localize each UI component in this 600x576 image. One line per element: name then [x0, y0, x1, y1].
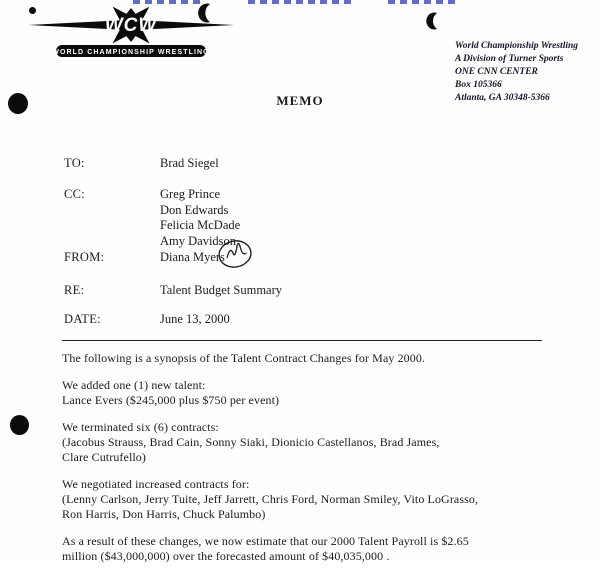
cut-off-header-artifact [248, 0, 352, 4]
logo-banner-text: WORLD CHAMPIONSHIP WRESTLING [52, 49, 210, 56]
body-line: Clare Cutrufello) [62, 450, 147, 464]
field-date-value: June 13, 2000 [160, 312, 230, 326]
body-line: (Lenny Carlson, Jerry Tuite, Jeff Jarrett, Chris Ford, Norman Smiley, Vito LoGrasso, [62, 492, 479, 506]
body-line: Lance Evers ($245,000 plus $750 per event) [62, 393, 280, 407]
divider-rule [62, 340, 542, 341]
field-to-value: Brad Siegel [160, 156, 219, 170]
body-line: The following is a synopsis of the Talent Contract Changes for May 2000. [62, 351, 426, 365]
field-date-label: DATE: [64, 312, 101, 326]
memo-body [62, 351, 572, 576]
field-from-value: Diana Myers [160, 250, 225, 264]
paragraph-terminated-contracts [62, 420, 572, 465]
field-from [64, 250, 225, 265]
address-line: Box 105366 [455, 80, 502, 90]
field-to-label: TO: [64, 156, 85, 170]
body-line: million ($43,000,000) over the forecasted amount of $40,035,000 . [62, 549, 390, 563]
paragraph-payroll-estimate [62, 534, 572, 564]
page-curl-artifact [426, 12, 441, 30]
hole-punch-mark [10, 415, 29, 435]
body-line: (Jacobus Strauss, Brad Cain, Sonny Siaki, Dionicio Castellanos, Brad James, [62, 435, 440, 449]
logo-text: WCW [104, 15, 158, 36]
address-line: A Division of Turner Sports [455, 54, 564, 64]
field-re-label: RE: [64, 283, 85, 297]
field-date [64, 312, 230, 327]
paragraph-synopsis [62, 351, 572, 366]
address-line: World Championship Wrestling [455, 41, 579, 51]
cc-recipient: Felicia McDade [160, 218, 241, 232]
body-line: Ron Harris, Don Harris, Chuck Palumbo) [62, 507, 266, 521]
address-line: Atlanta, GA 30348-5366 [455, 93, 550, 103]
handwritten-initials [214, 237, 256, 271]
paragraph-increased-contracts [62, 477, 572, 522]
field-cc-label: CC: [64, 187, 86, 201]
cc-recipient: Greg Prince [160, 187, 221, 201]
cc-recipient: Amy Davidson [160, 233, 237, 248]
field-re-value: Talent Budget Summary [160, 283, 283, 297]
body-line: We added one (1) new talent: [62, 378, 206, 392]
field-to [64, 156, 219, 171]
paragraph-added-talent [62, 378, 572, 408]
address-line: ONE CNN CENTER [455, 67, 538, 77]
cut-off-header-artifact [388, 0, 460, 4]
body-line: As a result of these changes, we now estimate that our 2000 Talent Payroll is $2.65 [62, 534, 469, 548]
memo-title: MEMO [276, 93, 324, 108]
body-line: We terminated six (6) contracts: [62, 420, 219, 434]
cc-recipient: Don Edwards [160, 202, 229, 217]
wcw-logo [26, 3, 236, 70]
field-re [64, 283, 282, 298]
field-from-label: FROM: [64, 250, 105, 264]
body-line: We negotiated increased contracts for: [62, 477, 250, 491]
